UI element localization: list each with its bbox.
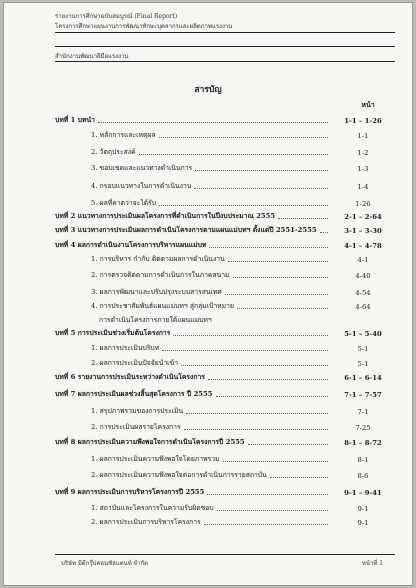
toc-entry-label: 2. ผลการประเมินปัจจัยนำเข้า bbox=[91, 359, 178, 367]
toc-leader-dots bbox=[208, 379, 328, 380]
toc-leader-dots bbox=[98, 122, 328, 123]
header-report-type: รายงานการศึกษาฉบับสมบูรณ์ (Final Report) bbox=[55, 13, 178, 20]
toc-entry-page: 1-2 bbox=[357, 149, 369, 157]
toc-entry-label: 3. ขอบเขตและแนวทางดำเนินการ bbox=[91, 164, 193, 172]
toc-entry-label: 2. การประเมินผลรายโครงการ bbox=[91, 423, 181, 431]
toc-chapter-entry bbox=[55, 436, 395, 447]
toc-section-entry bbox=[55, 502, 395, 513]
header-rule bbox=[55, 61, 395, 62]
toc-entry-label: บทที่ 8 ผลการประเมินความพึงพอใจการดำเนินโครงการปี 2555 bbox=[55, 438, 245, 446]
toc-entry-page: 7-1 bbox=[357, 408, 369, 416]
toc-entry-label: บทที่ 3 แนวทางการประเมินผลการดำเนินโครงการตามแผนแม่บทฯ ตั้งแต่ปี 2551-2555 bbox=[55, 226, 317, 234]
footer-rule bbox=[55, 554, 395, 555]
header-project-title: โครงการศึกษาแผนงานการพัฒนาทักษะบุคลากรและผลิตภาพแรงงาน bbox=[55, 23, 233, 30]
toc-entry-label: บทที่ 4 ผลการดำเนินงานโครงการบริหารแผนแม่บท bbox=[55, 241, 207, 249]
toc-entry-page: 4-64 bbox=[355, 303, 371, 311]
toc-section-entry bbox=[55, 469, 395, 480]
toc-leader-dots bbox=[173, 335, 328, 336]
toc-entry-page: 9-1 bbox=[357, 505, 369, 513]
toc-section-entry bbox=[55, 197, 395, 208]
toc-section-entry bbox=[55, 129, 395, 140]
toc-leader-dots bbox=[186, 413, 328, 414]
toc-entry-page: 1-1 – 1-26 bbox=[344, 117, 382, 125]
toc-leader-dots bbox=[320, 232, 328, 233]
toc-chapter-entry bbox=[55, 114, 395, 125]
toc-page-column-header: หน้า bbox=[361, 100, 375, 109]
toc-entry-label: การดำเนินโครงการภายใต้แผนแม่บทฯ bbox=[99, 316, 212, 324]
toc-entry-page: 5-1 bbox=[357, 360, 369, 368]
toc-chapter-entry bbox=[55, 210, 395, 221]
toc-entry-label: 2. วัตถุประสงค์ bbox=[91, 148, 136, 156]
toc-entry-page: 5-1 – 5-40 bbox=[344, 330, 382, 338]
toc-entry-label: 3. ผลการพัฒนาและปรับปรุงระบบสารสนเทศ bbox=[91, 288, 222, 296]
toc-leader-dots bbox=[217, 510, 328, 511]
toc-entry-page: 5-1 bbox=[357, 345, 369, 353]
toc-leader-dots bbox=[139, 154, 328, 155]
toc-leader-dots bbox=[184, 429, 328, 430]
toc-entry-page: 4-1 – 4-78 bbox=[344, 242, 382, 250]
toc-entry-page: 1-4 bbox=[357, 183, 369, 191]
toc-entry-label: 1. ผลการประเมินความพึงพอใจโดยภาพรวม bbox=[91, 455, 220, 463]
toc-leader-dots bbox=[216, 396, 329, 397]
toc-entry-label: 1. สรุปภาพรวมของการประเมิน bbox=[91, 407, 184, 415]
document-page bbox=[3, 2, 413, 586]
toc-entry-page: 8-6 bbox=[357, 472, 369, 480]
footer-page-number: หน้าที่ 1 bbox=[361, 560, 383, 567]
toc-entry-page: 4-1 bbox=[357, 256, 369, 264]
toc-entry-label: 2. การตรวจติดตามการดำเนินการในภาคสนาม bbox=[91, 271, 230, 279]
toc-leader-dots bbox=[223, 461, 328, 462]
toc-section-entry bbox=[55, 405, 395, 416]
toc-entry-label: 1. ผลการประเมินบริบท bbox=[91, 344, 160, 352]
toc-leader-dots bbox=[159, 137, 328, 138]
toc-entry-page: 1-26 bbox=[355, 200, 371, 208]
toc-section-entry bbox=[55, 421, 395, 432]
toc-section-entry bbox=[55, 314, 395, 325]
toc-leader-dots bbox=[204, 524, 328, 525]
toc-section-entry bbox=[55, 253, 395, 264]
toc-entry-page: 9-1 bbox=[357, 519, 369, 527]
toc-leader-dots bbox=[225, 294, 328, 295]
toc-entry-label: บทที่ 9 ผลการประเมินการบริหารโครงการปี 2555 bbox=[55, 488, 205, 496]
toc-chapter-entry bbox=[55, 239, 395, 250]
toc-entry-label: บทที่ 1 บทนำ bbox=[55, 116, 95, 124]
toc-section-entry bbox=[55, 516, 395, 527]
toc-entry-page: 9-1 – 9-41 bbox=[344, 489, 382, 497]
toc-leader-dots bbox=[248, 444, 328, 445]
toc-leader-dots bbox=[159, 205, 328, 206]
toc-section-entry bbox=[55, 180, 395, 191]
toc-entry-page: 4-40 bbox=[355, 272, 371, 280]
toc-chapter-entry bbox=[55, 486, 395, 497]
toc-entry-label: 1. สถาบันและโครงการในความรับผิดชอบ bbox=[91, 504, 214, 512]
toc-chapter-entry bbox=[55, 388, 395, 399]
header-agency: สำนักงานพัฒนาฝีมือแรงงาน bbox=[55, 53, 129, 60]
toc-section-entry bbox=[55, 342, 395, 353]
toc-section-entry bbox=[55, 357, 395, 368]
toc-chapter-entry bbox=[55, 224, 395, 235]
toc-entry-label: บทที่ 6 รายงานการประเมินระหว่างดำเนินโครงการ bbox=[55, 373, 205, 381]
toc-leader-dots bbox=[278, 218, 328, 219]
toc-leader-dots bbox=[194, 188, 328, 189]
toc-title: สารบัญ bbox=[194, 85, 222, 95]
toc-leader-dots bbox=[233, 277, 328, 278]
toc-chapter-entry bbox=[55, 371, 395, 382]
toc-section-entry bbox=[55, 269, 395, 280]
toc-section-entry bbox=[55, 300, 395, 311]
toc-entry-label: บทที่ 5 การประเมินช่วงเริ่มต้นโครงการ bbox=[55, 329, 171, 337]
toc-entry-page: 4-54 bbox=[355, 289, 371, 297]
toc-section-entry bbox=[55, 453, 395, 464]
toc-entry-label: 4. การประชาสัมพันธ์แผนแม่บทฯ สู่กลุ่มเป้าหมาย bbox=[91, 302, 234, 310]
toc-entry-page: 8-1 bbox=[357, 456, 369, 464]
toc-leader-dots bbox=[237, 308, 328, 309]
toc-entry-page: 8-1 – 8-72 bbox=[344, 439, 382, 447]
toc-entry-label: บทที่ 7 ผลการประเมินผลช่วงสิ้นสุดโครงการ ปี 2555 bbox=[55, 390, 213, 398]
toc-entry-label: 1. หลักการและเหตุผล bbox=[91, 131, 156, 139]
toc-leader-dots bbox=[270, 477, 328, 478]
toc-leader-dots bbox=[209, 247, 328, 248]
toc-entry-label: บทที่ 2 แนวทางการประเมินผลโครงการที่ดำเนินการในปีงบประมาณ 2555 bbox=[55, 212, 276, 220]
toc-entry-label: 4. กรอบแนวทางในการดำเนินงาน bbox=[91, 182, 192, 190]
toc-entry-page: 6-1 – 6-14 bbox=[344, 374, 382, 382]
toc-leader-dots bbox=[195, 170, 328, 171]
footer-company: บริษัท มีดีกรุ๊ปคอนซัลแตนท์ จำกัด bbox=[61, 560, 148, 567]
toc-entry-page: 7-25 bbox=[355, 424, 371, 432]
toc-entry-page: 7-1 – 7-57 bbox=[344, 391, 382, 399]
toc-leader-dots bbox=[207, 494, 328, 495]
toc-section-entry bbox=[55, 286, 395, 297]
toc-entry-label: 2. ผลการประเมินความพึงพอใจต่อการดำเนินการรายสถาบัน bbox=[91, 471, 267, 479]
toc-entry-page: 1-3 bbox=[357, 165, 369, 173]
toc-entry-label: 5. ผลที่คาดว่าจะได้รับ bbox=[91, 199, 157, 207]
toc-chapter-entry bbox=[55, 327, 395, 338]
toc-entry-page: 1-1 bbox=[357, 132, 369, 140]
toc-leader-dots bbox=[162, 350, 328, 351]
toc-entry-page: 2-1 – 2-64 bbox=[344, 213, 382, 221]
toc-section-entry bbox=[55, 162, 395, 173]
header-rule bbox=[55, 46, 395, 47]
toc-leader-dots bbox=[228, 261, 328, 262]
toc-leader-dots bbox=[181, 365, 328, 366]
toc-section-entry bbox=[55, 146, 395, 157]
header-rule bbox=[55, 32, 395, 33]
toc-entry-label: 2. ผลการประเมินการบริหารโครงการ bbox=[91, 518, 201, 526]
toc-entry-page: 3-1 – 3-30 bbox=[344, 227, 382, 235]
toc-entry-label: 1. การบริหาร กำกับ ติดตามผลการดำเนินงาน bbox=[91, 255, 225, 263]
